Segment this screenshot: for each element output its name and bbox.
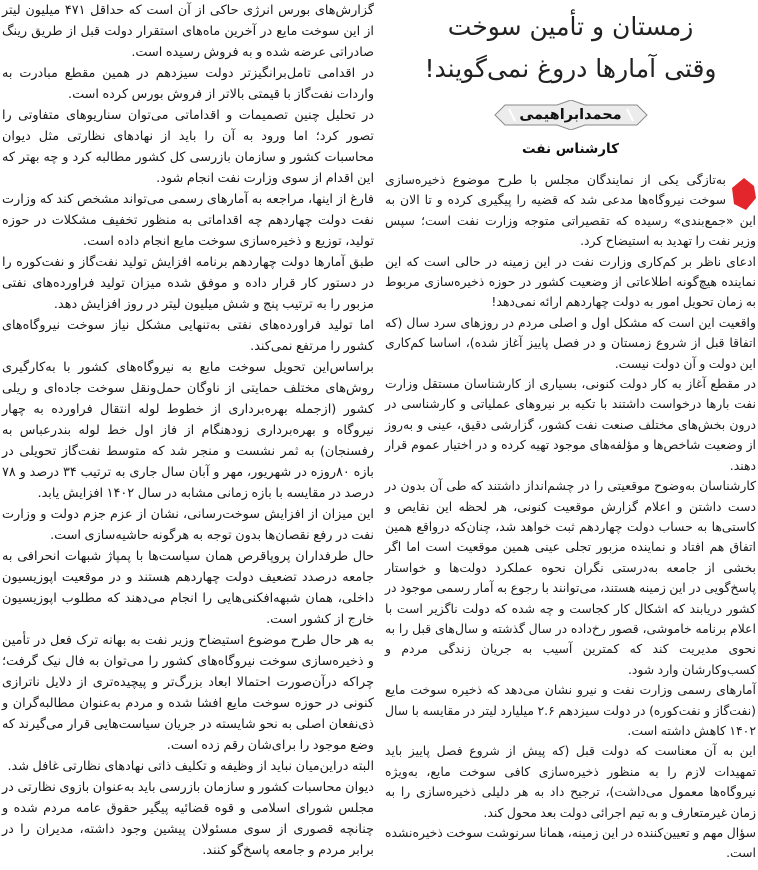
paragraph: ادعای ناظر بر کم‌کاری وزارت نفت در این زمینه در حالی است که این نماینده هیچ‌گونه اطلاعاتی از وضعیت کشور در حوزه ذخیره‌سازی مربوط به زمان تحویل امور به دولت چهاردهم ارائه نمی‌دهد! (385, 253, 756, 310)
paragraph: در مقطع آغاز به کار دولت کنونی، بسیاری از کارشناسان مستقل وزارت نفت بارها درخواست داشتند با تکیه بر نیروهای عملیاتی و کارشناسی در درون بخش‌های مختلف صنعت نفت کشور، گزارشی دقیق، عینی و به‌روز از وضعیت شاخص‌ها و مؤلفه‌های موجود تهیه کرده و در اختیار عموم قرار دهند. (385, 376, 756, 473)
right-column (385, 0, 756, 864)
left-column (2, 0, 374, 861)
paragraph: آمارهای رسمی وزارت نفت و نیرو نشان می‌دهد که ذخیره سوخت مایع (نفت‌گاز و نفت‌کوره) در دولت سیزدهم ۲.۶ میلیارد لیتر در مقایسه با سال ۱۴۰۲ کاهش داشته است. (385, 682, 756, 738)
paragraph: این به آن معناست که دولت قبل (که پیش از شروع فصل پاییز باید تمهیدات لازم را به منظور ذخیره‌سازی کافی سوخت مایع، به‌ویژه نیروگاه‌ها معمول می‌داشت)، ترجیح داد به هر دلیلی ذخیره‌سازی را به زمان غیرمتعارف و به تیم اجرائی دولت بعد محول کند. (385, 743, 756, 820)
paragraph: واقعیت این است که مشکل اول و اصلی مردم در روزهای سرد سال (که اتفاقا قبل از شروع زمستان و در فصل پاییز آغاز شده)، اساسا کم‌کاری این دولت و آن دولت نیست. (385, 314, 756, 371)
paragraph: کارشناسان به‌وضوح موقعیتی را در چشم‌انداز داشتند که طی آن بدون در دست داشتن و اعلام گزارش موقعیت کنونی، هر لحظه این نقایص و کاستی‌ها به حساب دولت چهاردهم ثبت خواهد شد، چنان‌که درواقع همین اتفاق هم افتاد و نماینده مزبور تجلی عینی همین موقعیت است اما اگر بخشی از جامعه به‌درستی نگران نحوه عملکرد دولت‌ها و خواستار پاسخ‌گویی در این زمینه هستند، می‌توانند با رجوع به آمار رسمی موجود در کشور دریابند که اشکال کار کجاست و چه شده که دولت ناگزیر است با اعلام برنامه خاموشی، قصور رخ‌داده در سال گذشته و سال‌های قبل را به نحوی مدیریت کند که کمترین آسیب به جریان زندگی مردم و کسب‌وکارشان وارد شود. (385, 478, 756, 677)
paragraph: به‌تازگی یکی از نمایندگان مجلس با طرح موضوع ذخیره‌سازی سوخت نیروگاه‌ها مدعی شد که قضیه را پیگیری کرده و تا الان به این «جمع‌بندی» رسیده که تقصیراتی متوجه وزارت نفت است؛ سپس وزیر نفت را تهدید به استیضاح کرد. (385, 172, 756, 249)
author-role: کارشناس نفت (522, 141, 619, 157)
paragraph: طبق آمارها دولت چهاردهم برنامه افزایش تولید نفت‌گاز و نفت‌کوره را در دستور کار قرار داده و موفق شده میزان تولید فراورده‌های نفتی مزبور را به ترتیب پنج و شش میلیون لیتر در روز افزایش دهد. (2, 255, 374, 312)
red-shape-icon (728, 176, 758, 212)
author-name: محمدابراهیمی (519, 107, 622, 123)
paragraph: در اقدامی تامل‌برانگیزتر دولت سیزدهم در همین مقطع مبادرت به واردات نفت‌گاز با قیمتی بالاتر از فروش بورس کرده است. (2, 66, 374, 102)
paragraph: فارغ از اینها، مراجعه به آمارهای رسمی می‌تواند مشخص کند که وزارت نفت دولت چهاردهم چه اقداماتی به منظور تخفیف مشکلات در حوزه تولید، توزیع و ذخیره‌سازی سوخت مایع انجام داده است. (2, 192, 374, 249)
paragraph: سؤال مهم و تعیین‌کننده در این زمینه، همانا سرنوشت سوخت ذخیره‌نشده است. (385, 825, 756, 861)
title-line-1: زمستان و تأمین سوخت (447, 12, 694, 41)
paragraph: حال طرفداران پروپاقرص همان سیاست‌ها با پمپاژ شبهات انحرافی به جامعه درصدد تضعیف دولت چهاردهم هستند و در موقعیت اپوزیسیون داخلی، همان شبهه‌افکنی‌هایی را انجام می‌دهند که مطلوب اپوزیسیون خارج از کشور است. (2, 549, 374, 627)
author-byline (385, 100, 756, 170)
paragraph: براساس‌این تحویل سوخت مایع به نیروگاه‌های کشور با به‌کارگیری روش‌های مختلف حمایتی از ناوگان حمل‌ونقل سوخت جاده‌ای و ریلی کشور (ازجمله بهره‌برداری از خطوط لوله انتقال فراورده به چهار نیروگاه و بهره‌برداری زودهنگام از فاز اول خط لوله بندرعباس به رفسنجان) به ثمر نشست و منجر شد که متوسط نفت‌گاز تحویلی در بازه ۸۰روزه در شهریور، مهر و آبان سال جاری به ترتیب ۳۴ درصد و ۷۸ درصد در مقایسه با بازه زمانی مشابه در سال ۱۴۰۲ افزایش یابد. (2, 360, 374, 501)
paragraph: البته دراین‌میان نباید از وظیفه و تکلیف ذاتی نهادهای نظارتی غافل شد. (7, 759, 374, 774)
article-body-right (385, 170, 756, 864)
paragraph: در تحلیل چنین تصمیمات و اقداماتی می‌توان سناریوهای متفاوتی را تصور کرد؛ اما ورود به آن را باید از نهادهای نظارتی مثل دیوان محاسبات کشور و سازمان بازرسی کل کشور مطالبه کرد و چه بهتر که این اقدام از سوی وزارت نفت انجام شود. (2, 108, 374, 186)
author-badge (491, 100, 651, 130)
title-line-2: وقتی آمارها دروغ نمی‌گویند! (424, 54, 717, 83)
paragraph: به هر حال طرح موضوع استیضاح وزیر نفت به بهانه ترک فعل در تأمین و ذخیره‌سازی سوخت نیروگاه‌های کشور را می‌توان به فال نیک گرفت؛ چراکه درآن‌صورت احتمالا ابعاد بزرگ‌تر و پیچیده‌تری از دلایل ناترازی کنونی در حوزه سوخت مایع افشا شده و مردم به‌عنوان مطالبه‌گران و ذی‌نفعان اصلی به نحو شایسته در جریان سیاست‌هایی قرار می‌گیرند که وضع موجود را برای‌شان رقم زده است. (2, 633, 374, 753)
paragraph: این میزان از افزایش سوخت‌رسانی، نشان از عزم جزم دولت و وزارت نفت در رفع نقصان‌ها بدون توجه به هرگونه حاشیه‌سازی است. (2, 507, 374, 543)
paragraph: گزارش‌های بورس انرژی حاکی از آن است که حداقل ۴۷۱ میلیون لیتر از این سوخت مایع در آخرین ماه‌های استقرار دولت قبل از طریق رینگ صادراتی عرضه شده و به فروش رسیده است. (2, 3, 374, 60)
paragraph: اما تولید فراورده‌های نفتی به‌تنهایی مشکل نیاز سوخت نیروگاه‌های کشور را مرتفع نمی‌کند. (2, 318, 374, 354)
paragraph: دیوان محاسبات کشور و سازمان بازرسی باید به‌عنوان بازوی نظارتی در مجلس شورای اسلامی و قوه قضائیه پیگیر حقوق عامه مردم شده و چنانچه قصوری از سوی مسئولان پیشین وجود داشته، مدیران را در برابر مردم و جامعه پاسخ‌گو کنند. (2, 780, 374, 858)
article-title (385, 0, 756, 90)
